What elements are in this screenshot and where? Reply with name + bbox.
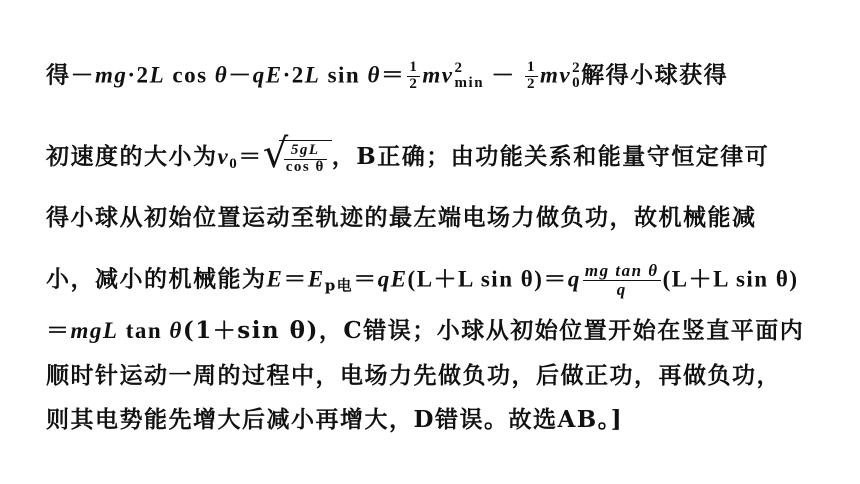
line4-prefix: 小，减小的机械能为	[46, 265, 267, 293]
math-E: E	[266, 266, 284, 292]
fraction-mg-tan	[583, 262, 661, 299]
line5-rest: (1＋sin θ)，C错误；小球从初始位置开始在竖直平面内	[182, 317, 805, 344]
radical-sign: √	[262, 131, 290, 177]
math-equals-2: ＝	[353, 265, 378, 293]
fraction-den: 2	[527, 75, 537, 92]
text-line-1	[46, 60, 728, 93]
sup-2b: 2	[572, 60, 582, 77]
math-sin: sin	[320, 62, 368, 88]
line2-prefix: 初速度的大小为	[46, 142, 218, 170]
math-theta-2: θ	[367, 62, 381, 88]
math-cos: cos	[165, 62, 215, 88]
sub-min: min	[454, 75, 485, 92]
fraction-den: 2	[409, 75, 419, 92]
line2-suffix: ，B正确；由功能关系和能量守恒定律可	[331, 142, 770, 170]
math-L: L	[149, 62, 166, 88]
math-equals-3: ＝	[543, 265, 568, 293]
fraction-num: 1	[409, 59, 419, 75]
text-line-3	[46, 206, 757, 229]
text-line-5	[46, 319, 804, 342]
fraction-den: q	[583, 280, 661, 299]
math-tan: tan	[118, 318, 170, 343]
text-line-6	[46, 364, 781, 387]
math-equals: ＝	[380, 61, 406, 89]
math-qE: qE	[377, 266, 408, 292]
math-mv-2: mv	[540, 62, 572, 88]
fraction-num: 1	[527, 59, 537, 75]
text-line-7	[46, 408, 623, 431]
math-dot-2b: ·2	[282, 62, 305, 88]
fraction-num: 5gL	[290, 142, 320, 158]
sub-p-electric: p电	[324, 276, 354, 295]
math-equals: ＝	[283, 265, 308, 293]
math-minus-2: －	[484, 62, 524, 88]
math-theta: θ	[169, 318, 183, 343]
math-L-2: L	[304, 62, 321, 88]
math-qE: qE	[252, 62, 283, 88]
sub-v0: 0	[229, 155, 239, 172]
math-theta: θ	[214, 62, 229, 88]
math-mgL: mgL	[70, 318, 119, 343]
math-paren-expr: (L＋L sin θ)	[407, 266, 544, 292]
sub-0: 0	[572, 75, 582, 92]
fraction-den: cos θ	[285, 158, 325, 175]
text-line-2	[46, 131, 770, 177]
math-dot-2: ·2	[127, 62, 150, 88]
math-Ep: E	[307, 266, 325, 292]
math-mg: mg	[95, 62, 128, 88]
fraction-half-2	[525, 60, 538, 93]
fraction-sqrt	[284, 143, 327, 176]
line3-text: 得小球从初始位置运动至轨迹的最左端电场力做负功，故机械能减	[46, 204, 757, 231]
fraction-half-1	[407, 60, 420, 93]
math-minus: －	[228, 61, 253, 89]
math-equals: ＝	[46, 317, 71, 344]
math-mv: mv	[422, 62, 454, 88]
math-v0: v	[217, 143, 230, 169]
text-line-4	[46, 262, 799, 299]
line1-prefix: 得－	[46, 61, 95, 89]
square-root	[262, 131, 332, 177]
line1-suffix: 解得小球获得	[581, 61, 729, 89]
supsub-min	[455, 61, 485, 91]
line6-text: 顺时针运动一周的过程中，电场力先做负功，后做正功，再做负功，	[46, 362, 781, 389]
line7-text: 则其电势能先增大后减小再增大，D错误。故选AB。]	[46, 406, 624, 433]
math-paren-expr-2: (L＋L sin θ)	[662, 266, 799, 292]
supsub-0	[572, 61, 581, 91]
sup-2: 2	[454, 60, 464, 77]
math-equals-v0: ＝	[238, 142, 263, 170]
math-q: q	[567, 266, 581, 292]
fraction-num: mg tan θ	[584, 261, 659, 280]
